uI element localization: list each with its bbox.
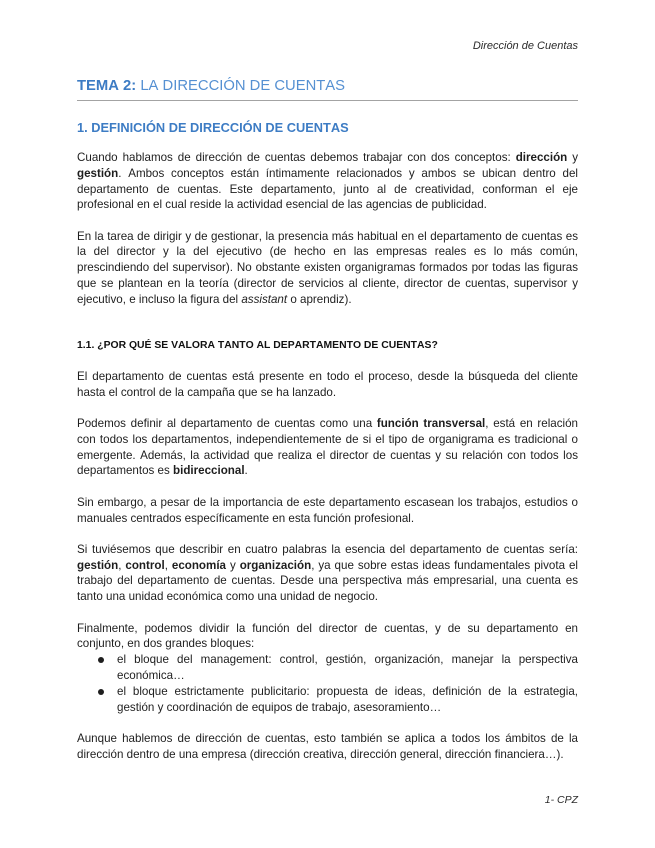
paragraph-text: Cuando hablamos de dirección de cuentas debemos trabajar con dos conceptos: <box>77 151 516 164</box>
paragraph-dirigir-gestionar <box>77 229 578 308</box>
paragraph-closing: Aunque hablemos de dirección de cuentas, esto también se aplica a todos los ámbitos de la dirección dentro de una empresa (dirección creativa, dirección general, dirección financiera…). <box>77 731 578 761</box>
bullet-icon <box>98 657 104 663</box>
list-item-text: el bloque del management: control, gestión, organización, manejar la perspectiva económica… <box>117 653 578 682</box>
paragraph-text: , <box>164 558 172 572</box>
paragraph-text: y <box>226 558 240 572</box>
paragraph-text: Podemos definir al departamento de cuentas como una <box>77 417 377 431</box>
paragraph-presente-proceso: El departamento de cuentas está presente en todo el proceso, desde la búsqueda del cliente hasta el control de la campaña que se ha lanzado. <box>77 369 578 399</box>
paragraph-dos-bloques: Finalmente, podemos dividir la función del director de cuentas, y de su departamento en conjunto, en dos grandes bloques: <box>77 621 578 651</box>
title-text: LA DIRECCIÓN DE CUENTAS <box>140 78 346 94</box>
italic-term-assistant: assistant <box>241 292 288 306</box>
list-item <box>77 684 578 716</box>
paragraph-conceptos <box>77 150 578 213</box>
bullet-icon <box>98 689 104 695</box>
document-title <box>77 77 345 95</box>
paragraph-text: . <box>244 464 248 478</box>
paragraph-text: . Ambos conceptos están íntimamente relacionados y ambos se ubican dentro del departamento de cuentas. Este departamento, junto al de creatividad, conforman el eje profesional en el cual reside la actividad esencial de las agencias de publicidad. <box>77 166 578 212</box>
paragraph-funcion-transversal <box>77 416 578 479</box>
subsection-heading-por-que: 1.1. ¿POR QUÉ SE VALORA TANTO AL DEPARTAMENTO DE CUENTAS? <box>77 339 438 351</box>
paragraph-text: o aprendiz). <box>287 292 352 306</box>
title-label: TEMA 2: <box>77 78 137 94</box>
section-heading-definicion: 1. DEFINICIÓN DE DIRECCIÓN DE CUENTAS <box>77 120 349 135</box>
page-footer-label: 1- CPZ <box>544 794 578 806</box>
bold-term-control: control <box>125 558 165 572</box>
title-underline-rule <box>77 100 578 101</box>
bold-term-economia: economía <box>171 558 226 572</box>
paragraph-text: y <box>567 151 578 164</box>
paragraph-text: Si tuviésemos que describir en cuatro palabras la esencia del departamento de cuentas sería: <box>77 542 578 556</box>
paragraph-sin-embargo: Sin embargo, a pesar de la importancia de este departamento escasean los trabajos, estudios o manuales centrados específicamente en esta función profesional. <box>77 495 578 525</box>
list-item <box>77 652 578 684</box>
paragraph-text: , <box>118 558 126 572</box>
bold-term-gestion: gestión <box>77 558 119 572</box>
bold-term-gestion: gestión <box>77 166 119 180</box>
paragraph-text: En la tarea de dirigir y de gestionar, la presencia más habitual en el departamento de cuentas es la del director y la del ejecutivo (de hecho en las empresas reales es lo más común, prescindiendo del supervisor). No obstante existen organigramas formados por todas las figuras que se plantean en la teoría (director de servicios al cliente, director de cuentas, supervisor y ejecutivo, e incluso la figura del <box>77 229 578 306</box>
paragraph-text: , ya que sobre estas ideas fundamentales pivota el trabajo del departamento de cuentas. Desde una perspectiva más empresarial, una cuenta es tanto una unidad económica como una unidad de negocio. <box>77 558 578 604</box>
paragraph-text: , está en relación con todos los departamentos, independientemente de si el tipo de organigrama es tradicional o emergente. Además, la actividad que realiza el director de cuentas y su relación con todos los departamentos es <box>77 417 579 478</box>
bold-term-funcion-transversal: función transversal <box>376 417 486 431</box>
running-header: Dirección de Cuentas <box>472 40 578 52</box>
bold-term-direccion: dirección <box>515 151 568 164</box>
list-item-text: el bloque estrictamente publicitario: propuesta de ideas, definición de la estrategia, gestión y coordinación de equipos de trabajo, asesoramiento… <box>117 684 578 714</box>
bold-term-bidireccional: bidireccional <box>173 464 245 478</box>
document-body <box>77 119 578 778</box>
bullet-list-bloques <box>77 652 578 715</box>
paragraph-cuatro-palabras <box>77 542 578 605</box>
bold-term-organizacion: organización <box>239 558 312 572</box>
